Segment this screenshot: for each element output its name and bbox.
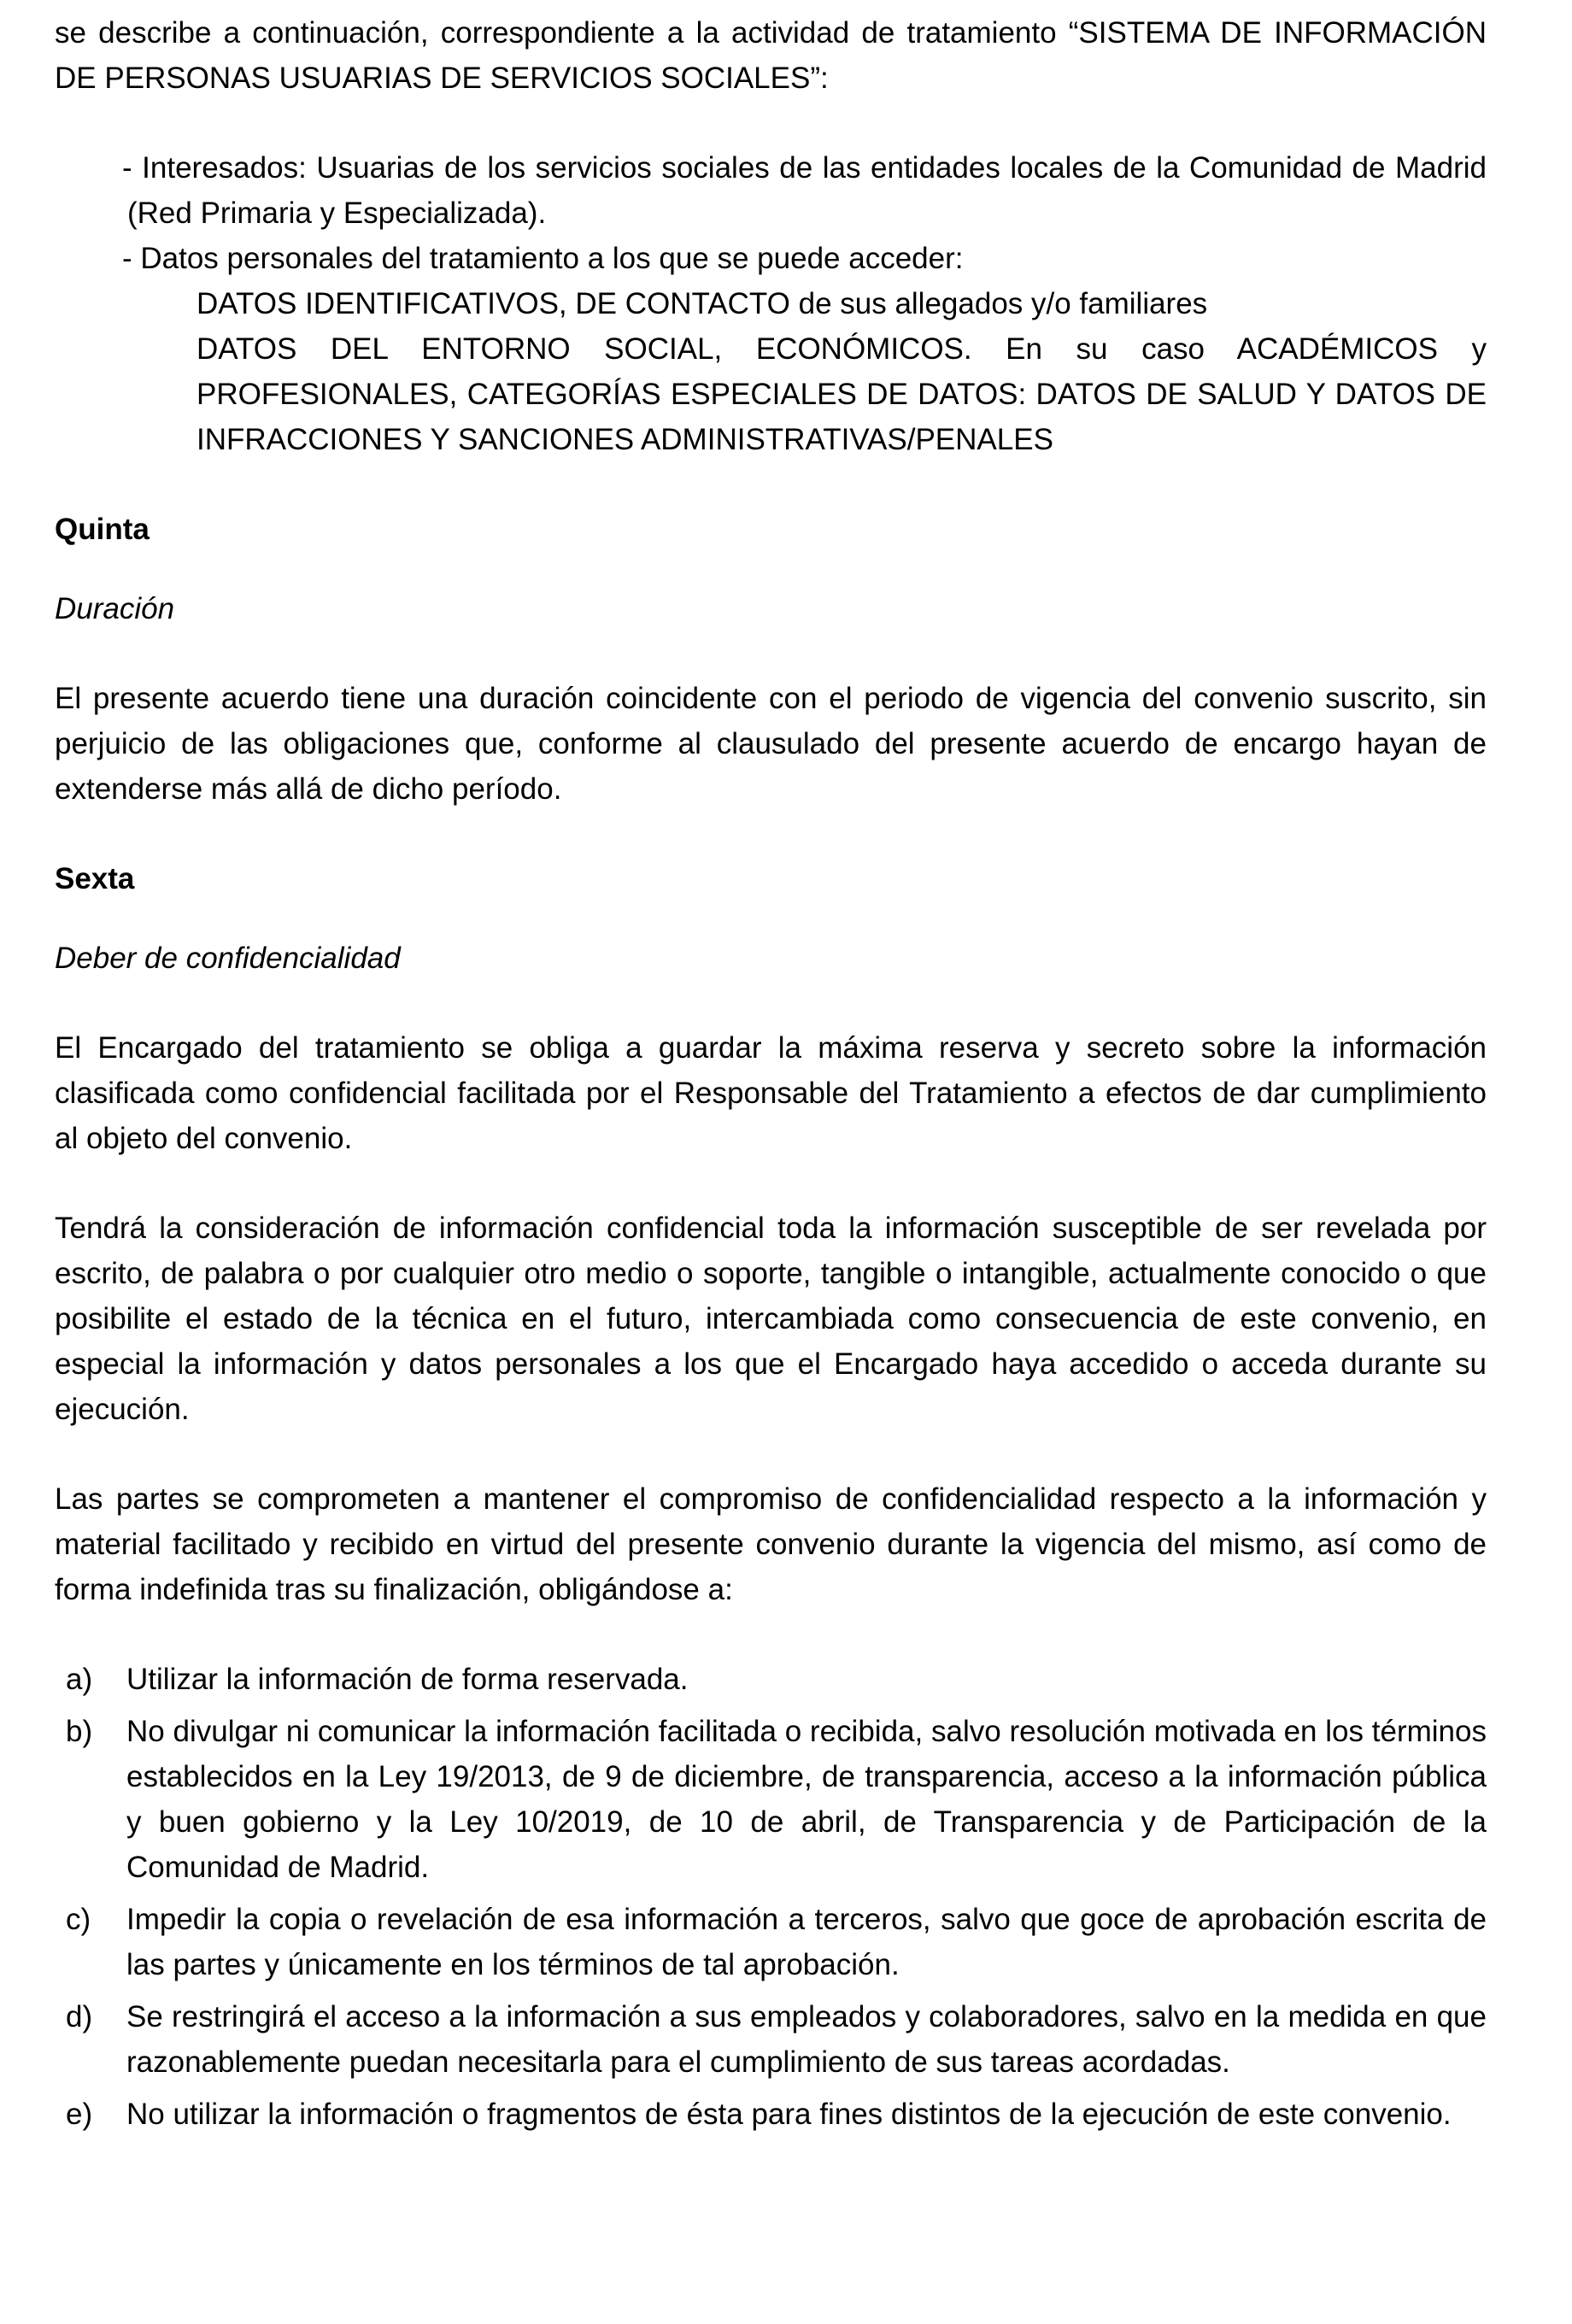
obligation-marker-b: b) — [66, 1715, 93, 1748]
obligation-text-c: Impedir la copia o revelación de esa información a terceros, salvo que goce de aprobación escrita de las partes y únicamente en los términos de tal aprobación. — [126, 1903, 1487, 1981]
obligation-text-b: No divulgar ni comunicar la información facilitada o recibida, salvo resolución motivada en los términos establecidos en la Ley 19/2013, de 9 de diciembre, de transparencia, acceso a la información pública y buen gobierno y la Ley 10/2019, de 10 de abril, de Transparencia y de Participación de la Comunidad de Madrid. — [126, 1715, 1487, 1884]
sub-item-datos-entorno: DATOS DEL ENTORNO SOCIAL, ECONÓMICOS. En su caso ACADÉMICOS y PROFESIONALES, CATEGORÍAS ESPECIALES DE DATOS: DATOS DE SALUD Y DATOS DE INFRACCIONES Y SANCIONES ADMINISTRATIVAS/PENALES — [196, 332, 1487, 456]
intro-paragraph: se describe a continuación, correspondiente a la actividad de tratamiento “SISTEMA DE INFORMACIÓN DE PERSONAS USUARIAS DE SERVICIOS SOCIALES”: — [55, 16, 1487, 95]
obligation-item-d — [55, 1994, 1487, 2085]
paragraph-consideracion-confidencial: Tendrá la consideración de información confidencial toda la información susceptible de ser revelada por escrito, de palabra o por cualquier otro medio o soporte, tangible o intangible, actualmente conocido o que posibilite el estado de la técnica en el futuro, intercambiada como consecuencia de este convenio, en especial la información y datos personales a los que el Encargado haya accedido o acceda durante su ejecución. — [55, 1212, 1487, 1426]
datos-sub-list — [55, 281, 1487, 462]
obligation-text-e: No utilizar la información o fragmentos de ésta para fines distintos de la ejecución de este convenio. — [126, 2098, 1452, 2131]
obligation-text-d: Se restringirá el acceso a la información a sus empleados y colaboradores, salvo en la medida en que razonablemente puedan necesitarla para el cumplimiento de sus tareas acordadas. — [126, 2000, 1487, 2079]
section-subheading-duracion: Duración — [55, 592, 175, 625]
obligation-item-e — [55, 2092, 1487, 2137]
dash-item-interesados: - Interesados: Usuarias de los servicios sociales de las entidades locales de la Comunidad de Madrid (Red Primaria y Especializada). — [122, 151, 1487, 230]
paragraph-encargado-reserva: El Encargado del tratamiento se obliga a guardar la máxima reserva y secreto sobre la información clasificada como confidencial facilitada por el Responsable del Tratamiento a efectos de dar cumplimiento al objeto del convenio. — [55, 1031, 1487, 1155]
obligation-marker-d: d) — [66, 2000, 93, 2034]
obligation-item-b — [55, 1709, 1487, 1890]
obligations-list — [55, 1657, 1487, 2137]
section-sexta — [55, 856, 1487, 2137]
section-heading-sexta: Sexta — [55, 862, 135, 895]
sub-item-datos-identificativos: DATOS IDENTIFICATIVOS, DE CONTACTO de sus allegados y/o familiares — [196, 287, 1208, 320]
obligation-item-a — [55, 1657, 1487, 1702]
section-heading-quinta: Quinta — [55, 513, 150, 546]
obligation-marker-e: e) — [66, 2098, 93, 2131]
section-subheading-deber-confidencialidad: Deber de confidencialidad — [55, 942, 401, 975]
paragraph-duracion: El presente acuerdo tiene una duración coincidente con el periodo de vigencia del convenio suscrito, sin perjuicio de las obligaciones que, conforme al clausulado del presente acuerdo de encargo hayan de extenderse más allá de dicho período. — [55, 682, 1487, 806]
obligation-item-c — [55, 1897, 1487, 1987]
dash-item-datos-personales: - Datos personales del tratamiento a los que se puede acceder: — [122, 242, 964, 275]
paragraph-las-partes-compromiso: Las partes se comprometen a mantener el compromiso de confidencialidad respecto a la información y material facilitado y recibido en virtud del presente convenio durante la vigencia del mismo, así como de forma indefinida tras su finalización, obligándose a: — [55, 1482, 1487, 1606]
obligation-marker-a: a) — [66, 1663, 93, 1696]
obligation-text-a: Utilizar la información de forma reservada. — [126, 1663, 689, 1696]
dash-list — [55, 145, 1487, 462]
section-quinta — [55, 507, 1487, 812]
obligation-marker-c: c) — [66, 1903, 91, 1936]
